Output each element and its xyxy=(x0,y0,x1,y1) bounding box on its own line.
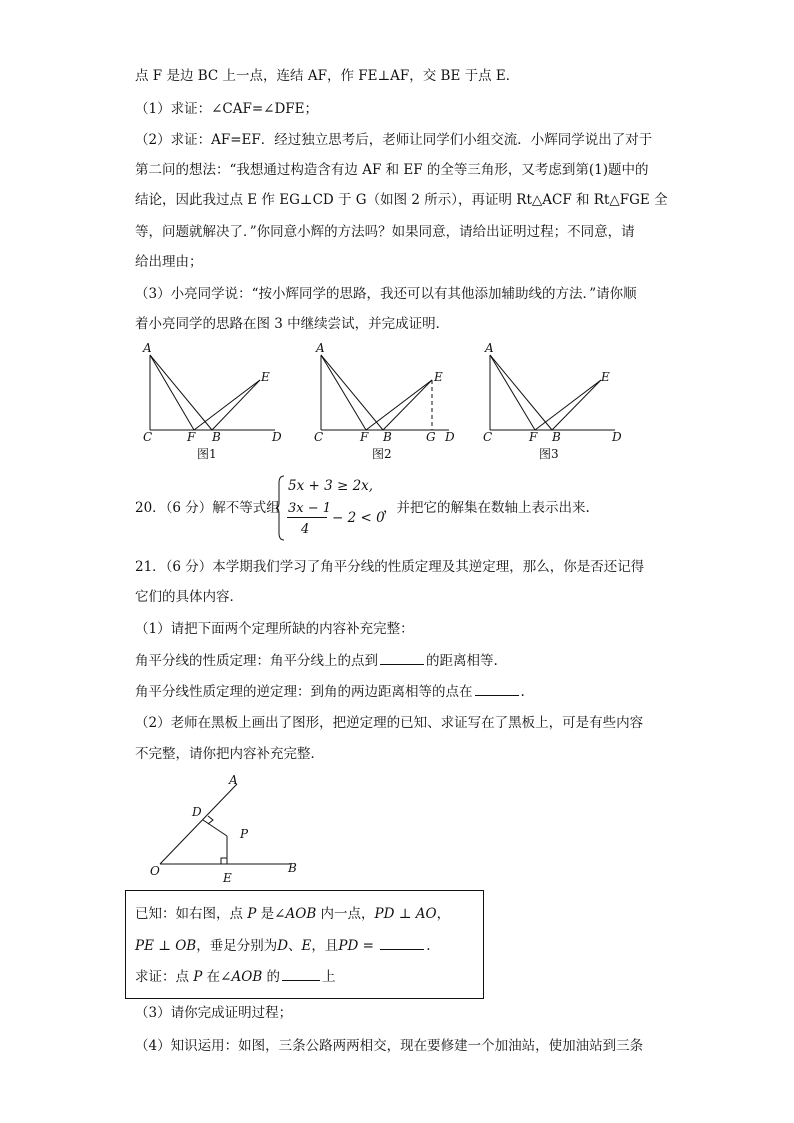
question-21-part3: （3）请你完成证明过程； xyxy=(135,1005,293,1021)
point-label-a: A xyxy=(229,773,238,787)
point-label-d: D xyxy=(272,430,282,444)
figure-caption: 图3 xyxy=(539,447,559,461)
box-text: = xyxy=(358,938,379,954)
question-2-line: 结论，因此我过点 E 作 EG⊥CD 于 G（如图 2 所示），再证明 Rt△ACF 和 Rt△FGE 全 xyxy=(135,192,668,208)
box-text: 在∠ xyxy=(202,969,232,985)
box-text: 上 xyxy=(322,969,336,985)
point-label-f: F xyxy=(529,430,538,444)
point-label-c: C xyxy=(314,430,324,444)
box-text: ， xyxy=(436,906,451,922)
inequality-2-rest: − 2 < 0 xyxy=(332,510,385,526)
converse-theorem-line xyxy=(135,682,525,701)
inequality-1: 5x + 3 ≥ 2x, xyxy=(288,478,374,494)
answer-blank[interactable] xyxy=(380,936,424,950)
point-label-c: C xyxy=(143,430,153,444)
figure-3 xyxy=(480,340,630,465)
point-label-g: G xyxy=(426,430,436,444)
answer-blank[interactable] xyxy=(380,651,424,665)
question-21-part2: 不完整，请你把内容补充完整． xyxy=(135,746,324,762)
box-text: 已知：如右图，点 xyxy=(135,906,248,922)
angle-bisector-figure xyxy=(145,772,315,887)
question-21-part4: （4）知识运用：如图，三条公路两两相交，现在要修建一个加油站，使加油站到三条 xyxy=(135,1038,644,1054)
point-label-c: C xyxy=(483,430,493,444)
question-21-line: 它们的具体内容． xyxy=(135,589,243,605)
known-line-2 xyxy=(135,936,431,955)
inequality-2-numerator: 3x − 1 xyxy=(288,501,332,516)
box-text: 、 xyxy=(288,938,302,954)
point-label-e: E xyxy=(434,370,443,384)
question-20-suffix: ，并把它的解集在数轴上表示出来. xyxy=(383,500,590,516)
question-2-line: 等，问题就解决了．”你同意小辉的方法吗？如果同意，请给出证明过程；不同意，请 xyxy=(135,224,635,240)
point-label-e: E xyxy=(223,871,232,885)
theorem-text: . xyxy=(520,684,525,700)
point-label-f: F xyxy=(187,430,196,444)
question-1: （1）求证：∠CAF=∠DFE； xyxy=(135,101,319,117)
box-math: E xyxy=(301,938,312,954)
figure-caption: 图2 xyxy=(372,447,392,461)
point-label-a: A xyxy=(143,341,152,355)
box-math: P xyxy=(193,969,203,985)
figure-2 xyxy=(311,340,461,465)
question-21-line: 21．（6 分）本学期我们学习了角平分线的性质定理及其逆定理，那么，你是否还记得 xyxy=(135,559,645,575)
question-2-line: （2）求证：AF=EF．经过独立思考后，老师让同学们小组交流．小辉同学说出了对于 xyxy=(135,132,653,148)
question-20-prefix: 20．（6 分）解不等式组 xyxy=(135,500,280,516)
system-brace xyxy=(276,475,286,541)
box-math: D xyxy=(277,938,289,954)
point-label-d: D xyxy=(612,430,622,444)
box-math: PD ⊥ AO xyxy=(374,906,437,922)
point-label-d: D xyxy=(192,805,202,819)
box-math: P xyxy=(247,906,257,922)
point-label-b: B xyxy=(552,430,561,444)
box-text: ，且 xyxy=(311,938,339,954)
point-label-e: E xyxy=(261,370,270,384)
point-label-b: B xyxy=(383,430,392,444)
point-label-o: O xyxy=(150,864,160,878)
box-text: 内一点， xyxy=(316,906,375,922)
box-math: AOB xyxy=(285,906,317,922)
box-math: PD xyxy=(338,938,359,954)
box-text: 的 xyxy=(262,969,281,985)
point-label-a: A xyxy=(485,341,494,355)
question-3-line: 着小亮同学的思路在图 3 中继续尝试，并完成证明． xyxy=(135,316,450,332)
box-text: 求证：点 xyxy=(135,969,194,985)
point-label-d: D xyxy=(445,430,455,444)
answer-blank[interactable] xyxy=(475,682,519,696)
text-line: 点 F 是边 BC 上一点，连结 AF，作 FE⊥AF，交 BE 于点 E． xyxy=(135,68,520,84)
figure-caption: 图1 xyxy=(197,447,217,461)
fraction-bar xyxy=(287,517,327,518)
inequality-2-denominator: 4 xyxy=(301,522,310,537)
point-label-p: P xyxy=(240,827,249,841)
box-math: AOB xyxy=(231,969,263,985)
figure-1 xyxy=(140,340,290,465)
theorem-text: 角平分线的性质定理：角平分线上的点到 xyxy=(135,653,378,669)
box-text: ，垂足分别为 xyxy=(196,938,278,954)
question-21-part1: （1）请把下面两个定理所缺的内容补充完整： xyxy=(135,621,414,637)
box-text: 是∠ xyxy=(256,906,286,922)
theorem-line xyxy=(135,651,498,670)
point-label-b: B xyxy=(212,430,221,444)
prove-line xyxy=(135,967,336,986)
point-label-f: F xyxy=(360,430,369,444)
question-21-part2: （2）老师在黑板上画出了图形，把逆定理的已知、求证写在了黑板上，可是有些内容 xyxy=(135,715,644,731)
answer-blank[interactable] xyxy=(282,967,320,981)
theorem-text: 的距离相等. xyxy=(426,653,498,669)
question-2-line: 第二问的想法：“我想通过构造含有边 AF 和 EF 的全等三角形，又考虑到第(1)题中的 xyxy=(135,162,649,178)
point-label-e: E xyxy=(601,370,610,384)
box-math: PE ⊥ OB xyxy=(135,938,197,954)
known-line-1 xyxy=(135,905,450,923)
question-3-line: （3）小亮同学说：“按小辉同学的思路，我还可以有其他添加辅助线的方法．”请你顺 xyxy=(135,286,637,302)
theorem-text: 角平分线性质定理的逆定理：到角的两边距离相等的点在 xyxy=(135,684,473,700)
point-label-b: B xyxy=(288,861,297,875)
box-text: . xyxy=(426,938,431,954)
question-2-line: 给出理由； xyxy=(135,254,203,270)
point-label-a: A xyxy=(316,341,325,355)
